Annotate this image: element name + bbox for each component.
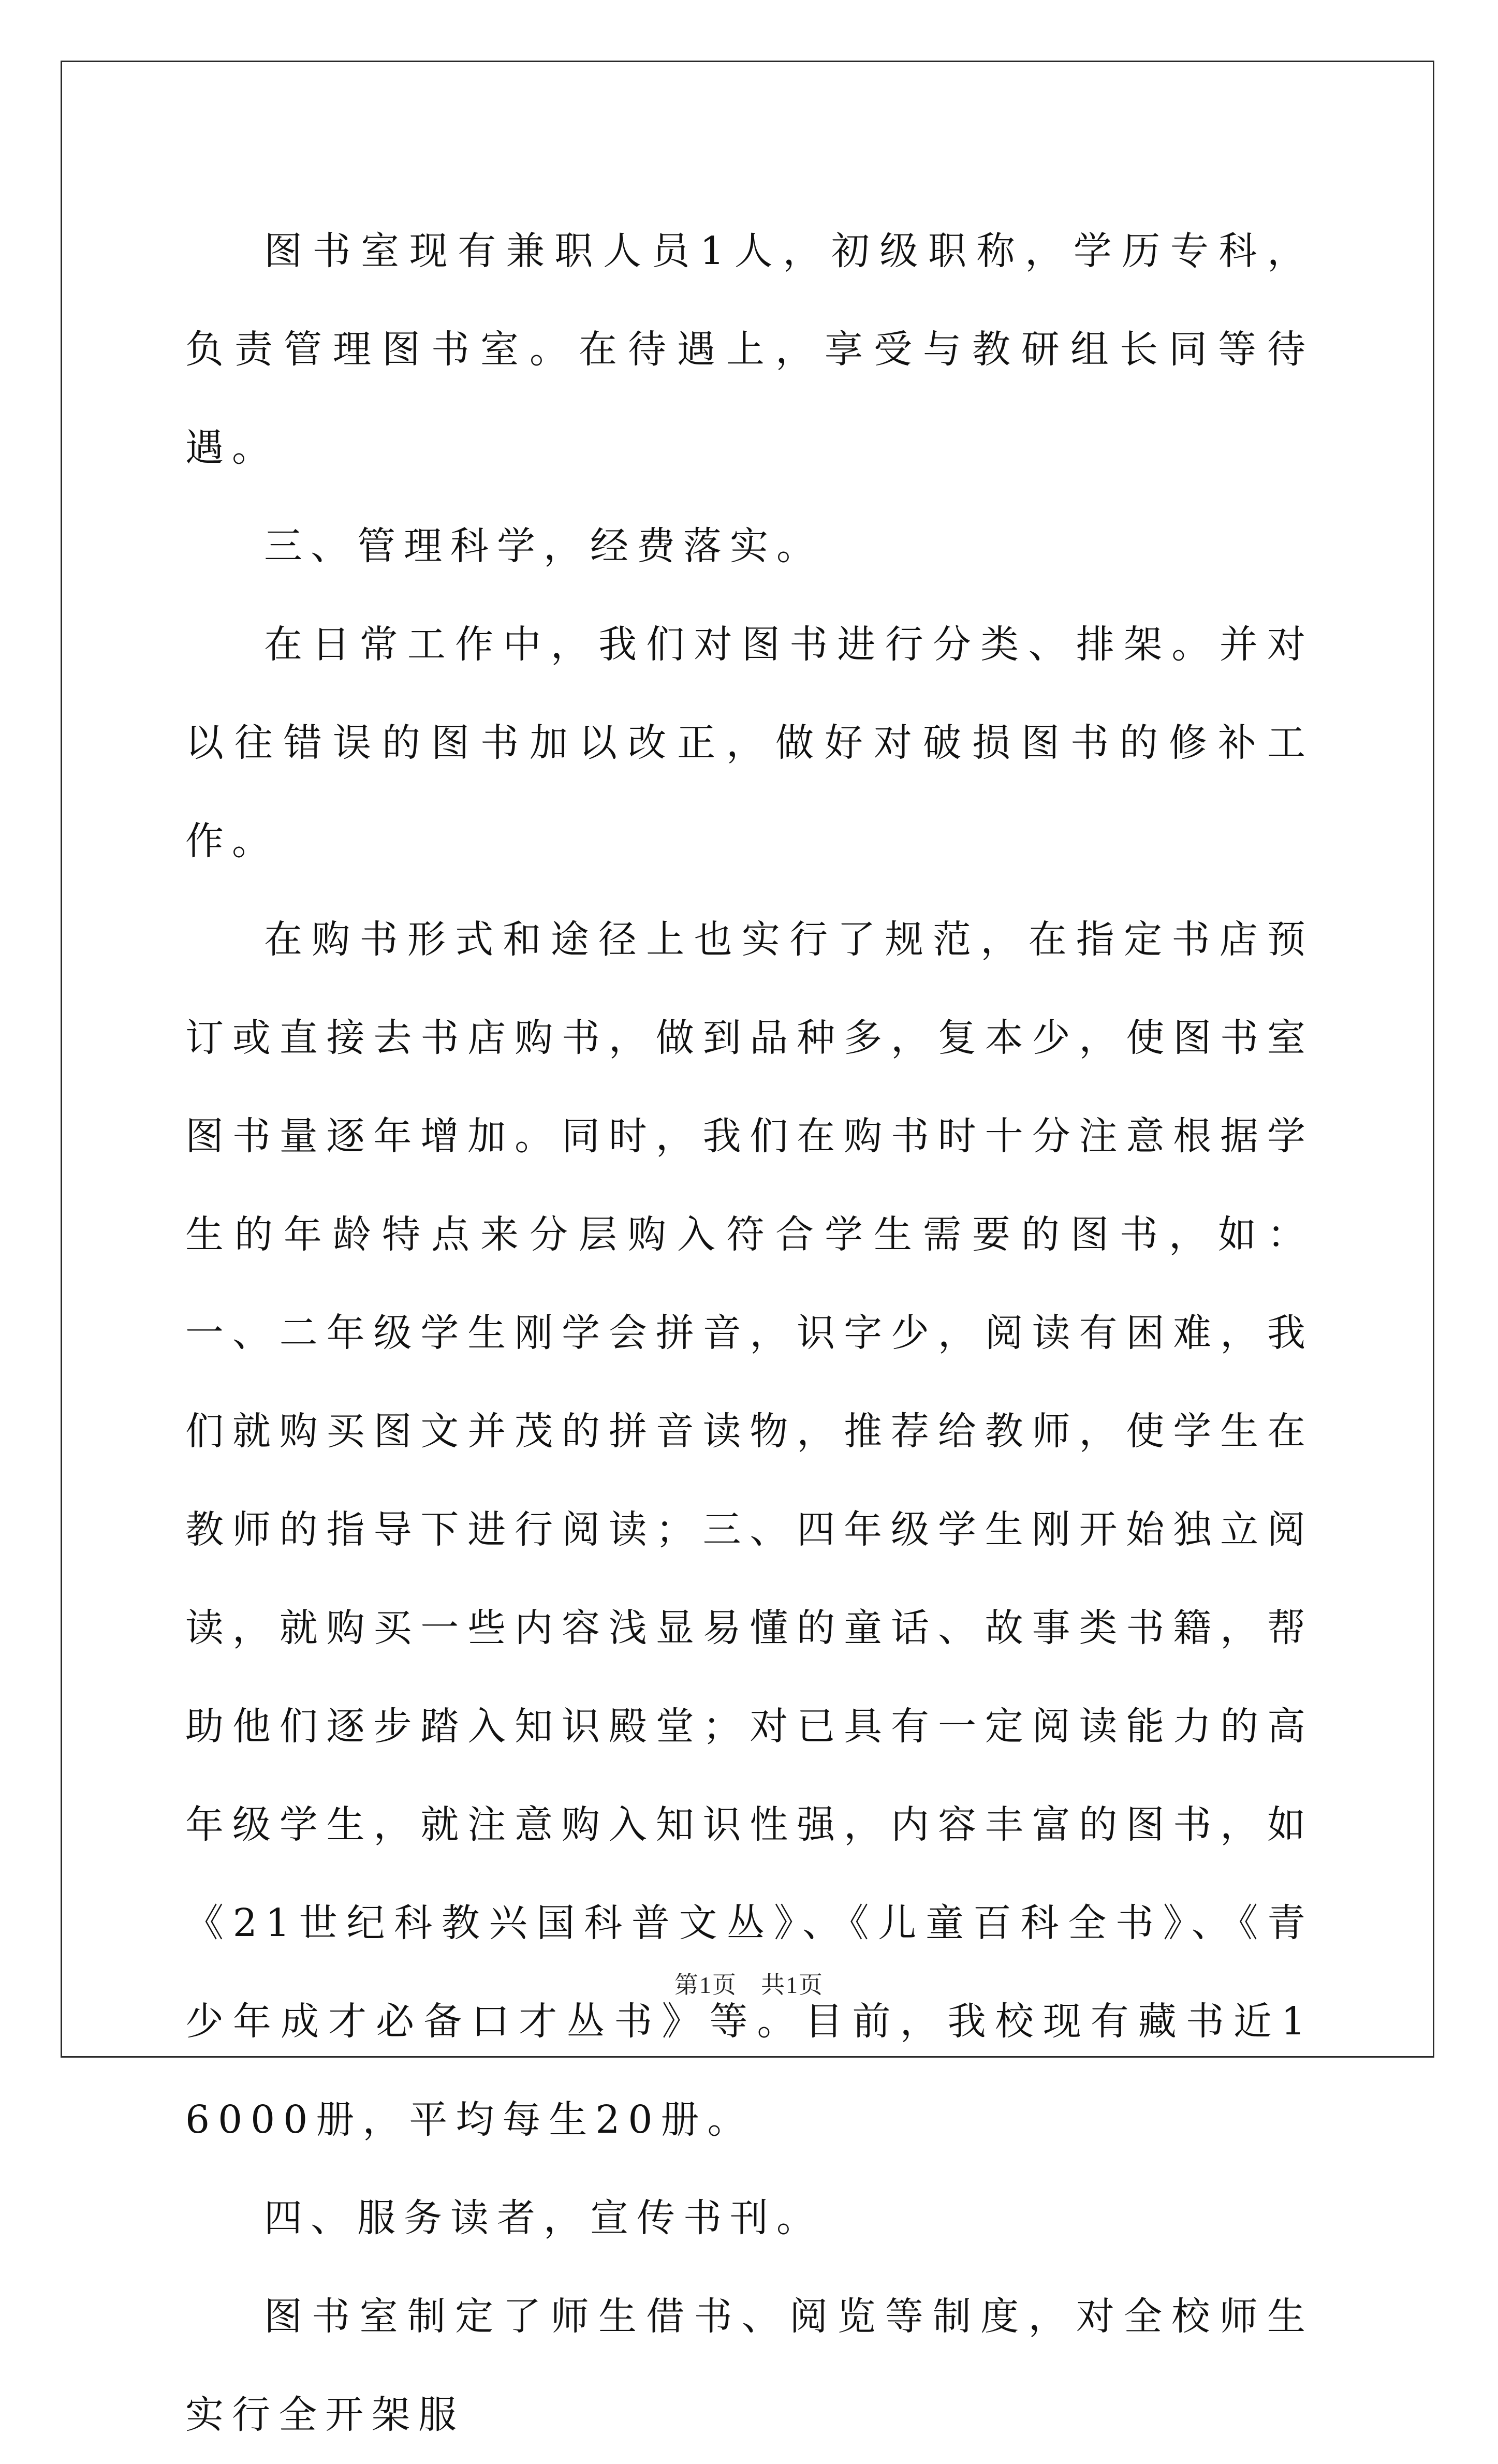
- paragraph: 图书室制定了师生借书、阅览等制度，对全校师生实行全开架服: [185, 2294, 1314, 2437]
- paragraph: 在购书形式和途径上也实行了规范，在指定书店预订或直接去书店购书，做到品种多，复本少，使图书室图书量逐年增加。同时，我们在购书时十分注意根据学生的年龄特点来分层购入符合学生需要的图书，如：一、二年级学生刚学会拼音，识字少，阅读有困难，我们就购买图文并茂的拼音读物，推荐给教师，使学生在教师的指导下进行阅读；三、四年级学生刚开始独立阅读，就购买一些内容浅显易懂的童话、故事类书籍，帮助他们逐步踏入知识殿堂；对已具有一定阅读能力的高年级学生，就注意购入知识性强，内容丰富的图书，如《21世纪科教兴国科普文丛》、《儿童百科全书》、《青少年成才必备口才丛书》等。目前，我校现有藏书近16000册，平均每生20册。: [185, 917, 1314, 2142]
- section-heading: 三、管理科学，经费落实。: [264, 524, 823, 568]
- page-number: 第1页: [674, 1972, 737, 1998]
- paragraph: 图书室现有兼职人员1人，初级职称，学历专科，负责管理图书室。在待遇上，享受与教研组长同等待遇。: [185, 229, 1314, 470]
- section-heading: 四、服务读者，宣传书刊。: [264, 2196, 823, 2240]
- page-footer: [0, 1966, 1498, 2000]
- paragraph: 在日常工作中，我们对图书进行分类、排架。并对以往错误的图书加以改正，做好对破损图书的修补工作。: [185, 622, 1314, 863]
- page-total: 共1页: [761, 1972, 824, 1998]
- document-body: [185, 202, 1314, 2464]
